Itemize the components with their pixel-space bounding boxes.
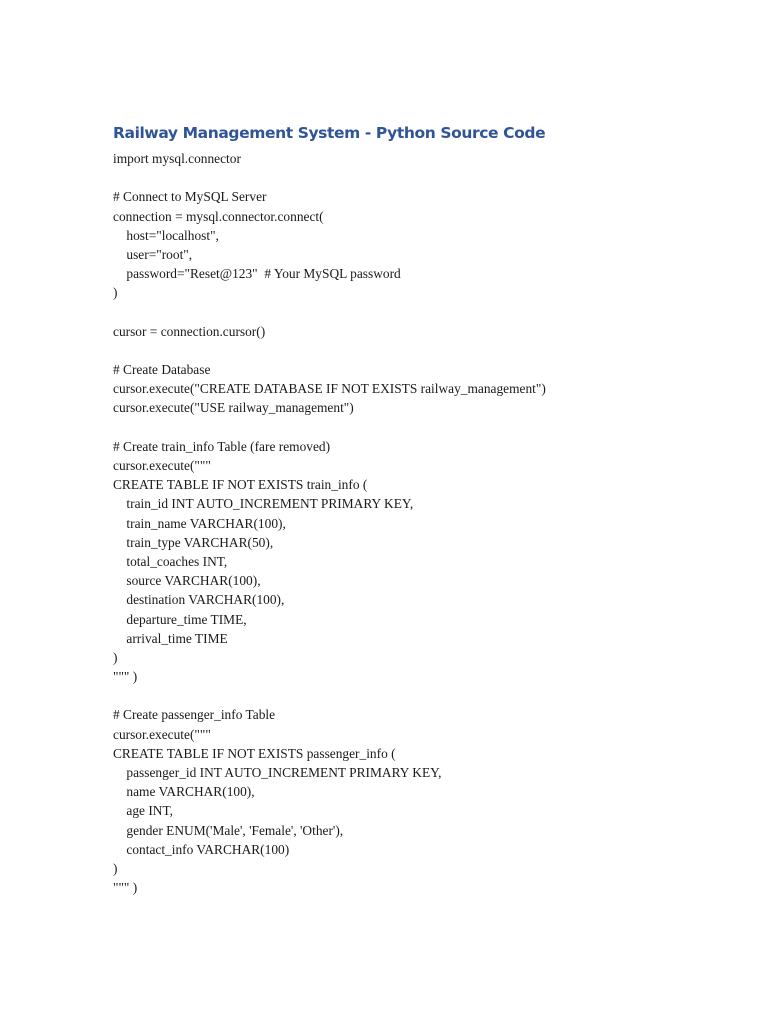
code-line: """ ) xyxy=(113,880,138,896)
code-line: """ ) xyxy=(113,669,138,685)
code-line: CREATE TABLE IF NOT EXISTS passenger_info ( xyxy=(113,745,396,761)
code-line: departure_time TIME, xyxy=(113,611,247,627)
code-line: passenger_id INT AUTO_INCREMENT PRIMARY KEY, xyxy=(113,765,442,780)
code-line: contact_info VARCHAR(100) xyxy=(113,841,290,857)
code-line: age INT, xyxy=(113,803,173,819)
code-line: host="localhost", xyxy=(113,227,219,243)
code-line: # Create Database xyxy=(113,362,211,378)
code-line: train_name VARCHAR(100), xyxy=(113,515,286,531)
code-line: train_type VARCHAR(50), xyxy=(113,534,274,550)
code-line: gender ENUM('Male', 'Female', 'Other'), xyxy=(113,822,344,838)
code-line: # Create train_info Table (fare removed) xyxy=(113,438,331,454)
code-line: connection = mysql.connector.connect( xyxy=(113,208,324,224)
code-block xyxy=(113,149,546,897)
code-line: cursor.execute("CREATE DATABASE IF NOT EXISTS railway_management") xyxy=(113,381,546,397)
code-line: CREATE TABLE IF NOT EXISTS train_info ( xyxy=(113,477,368,493)
code-line: arrival_time TIME xyxy=(113,630,228,646)
code-line: source VARCHAR(100), xyxy=(113,573,261,589)
code-line: ) xyxy=(113,860,118,876)
code-line: train_id INT AUTO_INCREMENT PRIMARY KEY, xyxy=(113,496,414,512)
code-line: cursor.execute("USE railway_management") xyxy=(113,400,354,416)
code-line: cursor = connection.cursor() xyxy=(113,323,266,339)
code-line: destination VARCHAR(100), xyxy=(113,592,285,608)
code-line: ) xyxy=(113,285,118,301)
code-line: password="Reset@123" # Your MySQL password xyxy=(113,266,401,282)
code-line: import mysql.connector xyxy=(113,151,241,166)
code-line xyxy=(113,341,546,360)
code-line xyxy=(113,686,546,705)
code-line: name VARCHAR(100), xyxy=(113,784,255,800)
code-line xyxy=(113,418,546,437)
code-line: ) xyxy=(113,649,118,665)
code-line xyxy=(113,303,546,322)
code-line: cursor.execute(""" xyxy=(113,458,211,473)
code-line: total_coaches INT, xyxy=(113,553,228,569)
document-title: Railway Management System - Python Source Code xyxy=(113,124,546,142)
code-line xyxy=(113,168,546,187)
code-line: cursor.execute(""" xyxy=(113,726,211,742)
code-line: # Connect to MySQL Server xyxy=(113,189,267,205)
code-line: # Create passenger_info Table xyxy=(113,707,276,723)
code-line: user="root", xyxy=(113,246,193,262)
